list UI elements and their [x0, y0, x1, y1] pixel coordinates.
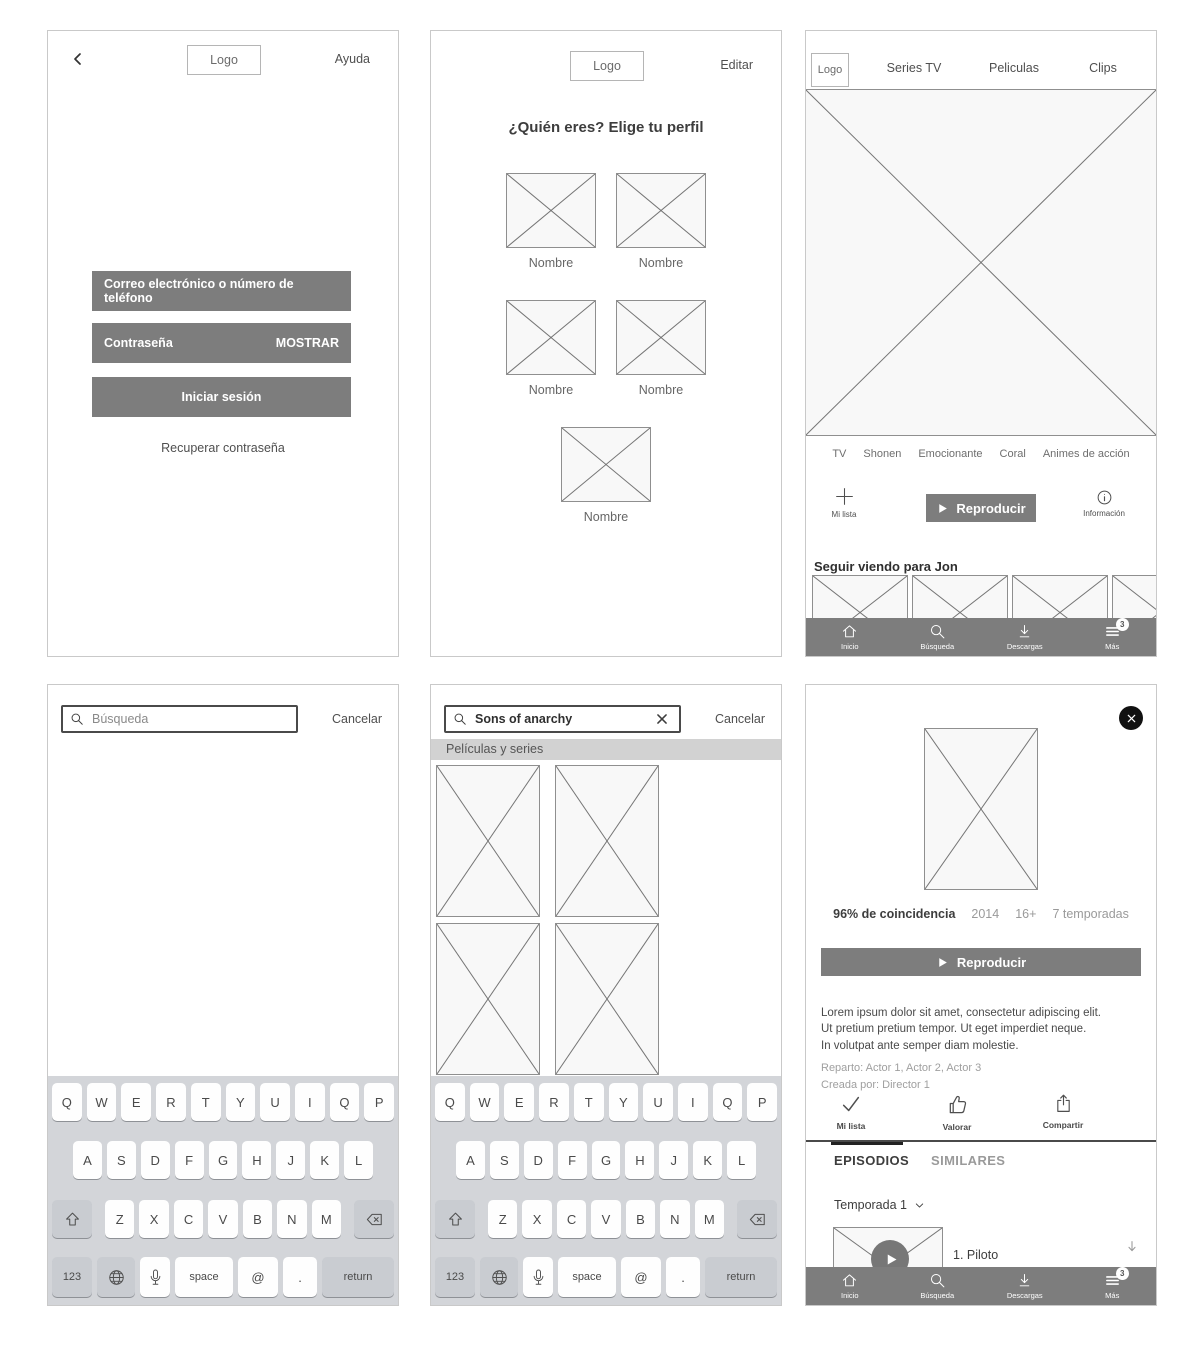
key-letter[interactable]: W [470, 1083, 500, 1121]
play-icon [936, 502, 949, 515]
profile-name: Nombre [583, 510, 629, 524]
keyboard-row-1 [435, 1083, 777, 1121]
key-letter[interactable]: J [276, 1141, 305, 1179]
shift-key[interactable] [52, 1200, 92, 1238]
genre-tag: Emocionante [918, 448, 983, 460]
info-label: Información [1083, 509, 1125, 518]
password-field[interactable] [92, 323, 351, 363]
profile-select-panel [430, 30, 782, 657]
profile-name: Nombre [638, 383, 684, 397]
key-letter[interactable]: N [660, 1200, 689, 1238]
play-button[interactable] [926, 494, 1036, 522]
cancel-button[interactable]: Cancelar [331, 712, 382, 726]
back-chevron-icon[interactable] [70, 51, 86, 67]
search-result-thumbnail[interactable] [436, 923, 540, 1075]
release-year: 2014 [971, 907, 1000, 921]
detail-actions-row [816, 1093, 1098, 1132]
nav-label: Más [1105, 642, 1120, 651]
key-letter[interactable]: A [73, 1141, 102, 1179]
close-icon [1126, 713, 1137, 724]
nav-label: Descargas [1006, 642, 1043, 651]
search-empty-panel [47, 684, 399, 1306]
genre-tag: TV [832, 448, 847, 460]
thumbs-up-icon [946, 1093, 969, 1116]
title-description [821, 1005, 1148, 1054]
profile-avatar-placeholder [561, 427, 651, 502]
genre-tag-row [806, 448, 1156, 460]
search-input[interactable] [444, 705, 681, 733]
keyboard [48, 1076, 398, 1305]
key-letter[interactable]: F [558, 1141, 587, 1179]
profile-avatar-placeholder [616, 300, 706, 375]
key-letter[interactable]: D [524, 1141, 553, 1179]
keyboard-row-4 [52, 1257, 394, 1297]
key-letter[interactable]: D [141, 1141, 170, 1179]
numbers-key[interactable]: 123 [52, 1257, 92, 1297]
nav-item-descargas[interactable] [981, 618, 1069, 656]
keyboard-row-3 [435, 1200, 777, 1238]
logo-placeholder: Logo [187, 45, 261, 75]
key-letter[interactable]: R [539, 1083, 569, 1121]
nav-label: Inicio [840, 642, 859, 651]
info-icon [1096, 489, 1113, 506]
keyboard-row-2 [456, 1141, 756, 1179]
key-letter[interactable]: B [243, 1200, 272, 1238]
key-letter[interactable]: M [312, 1200, 341, 1238]
downloads-badge: 3 [1116, 618, 1129, 631]
profile-grid [506, 173, 706, 524]
key-letter[interactable]: Z [105, 1200, 134, 1238]
play-icon [884, 1252, 899, 1267]
my-list-label: Mi lista [831, 510, 857, 519]
key-letter[interactable]: E [121, 1083, 151, 1121]
search-icon [453, 712, 467, 726]
key-letter[interactable]: V [208, 1200, 237, 1238]
key-letter[interactable]: A [456, 1141, 485, 1179]
keyboard [431, 1076, 781, 1305]
profile-avatar-placeholder [506, 300, 596, 375]
season-selector[interactable] [834, 1198, 925, 1212]
nav-item-busqueda[interactable] [894, 618, 982, 656]
nav-item-inicio[interactable] [806, 1267, 894, 1305]
results-section-header: Películas y series [431, 739, 781, 760]
profile-card[interactable] [616, 173, 706, 270]
key-letter[interactable]: P [364, 1083, 394, 1121]
profile-card[interactable] [506, 300, 596, 397]
profile-name: Nombre [638, 256, 684, 270]
episode-title: 1. Piloto [953, 1248, 999, 1262]
search-result-thumbnail[interactable] [555, 923, 659, 1075]
keyboard-row-3-letters [488, 1200, 724, 1238]
age-rating: 16+ [1015, 907, 1037, 921]
help-link[interactable]: Ayuda [334, 52, 370, 66]
email-field[interactable] [92, 271, 351, 311]
description-line: Ut pretium pretium tempor. Ut eget imperdiet neque. [821, 1023, 1087, 1036]
globe-icon [490, 1268, 509, 1287]
my-list-action[interactable] [816, 1093, 886, 1132]
key-letter[interactable]: V [591, 1200, 620, 1238]
active-tab-indicator [831, 1142, 903, 1145]
numbers-key[interactable]: 123 [435, 1257, 475, 1297]
search-input[interactable] [61, 705, 298, 733]
key-letter[interactable]: T [191, 1083, 221, 1121]
key-letter[interactable]: Z [488, 1200, 517, 1238]
nav-item-mas[interactable] [1069, 618, 1157, 656]
password-field-label: Contraseña [104, 336, 173, 350]
key-letter[interactable]: W [87, 1083, 117, 1121]
credits-block [821, 1060, 1148, 1093]
genre-tag: Coral [999, 448, 1026, 460]
season-label: Temporada 1 [834, 1198, 907, 1212]
key-letter[interactable]: H [242, 1141, 271, 1179]
tab-clips[interactable]: Clips [1089, 61, 1117, 75]
profile-select-title: ¿Quién eres? Elige tu perfil [508, 119, 704, 136]
globe-icon [107, 1268, 126, 1287]
action-label: Mi lista [836, 1121, 866, 1131]
profile-card[interactable] [561, 427, 651, 524]
globe-key[interactable] [480, 1257, 518, 1297]
period-key[interactable]: . [283, 1257, 317, 1297]
space-key[interactable]: space [558, 1257, 616, 1297]
key-letter[interactable]: R [156, 1083, 186, 1121]
download-icon [1016, 1272, 1033, 1289]
key-letter[interactable]: K [310, 1141, 339, 1179]
keyboard-row-1 [52, 1083, 394, 1121]
keyboard-row-4 [435, 1257, 777, 1297]
title-metadata-row [806, 907, 1156, 921]
return-key[interactable]: return [322, 1257, 394, 1297]
show-password-toggle[interactable]: MOSTRAR [275, 336, 339, 350]
profile-card[interactable] [616, 300, 706, 397]
plus-icon [834, 486, 855, 507]
shift-icon [446, 1210, 465, 1229]
genre-tag: Animes de acción [1042, 448, 1130, 460]
key-letter[interactable]: U [260, 1083, 290, 1121]
key-letter[interactable]: G [209, 1141, 238, 1179]
nav-item-inicio[interactable] [806, 618, 894, 656]
key-letter[interactable]: T [574, 1083, 604, 1121]
nav-label: Más [1105, 1291, 1120, 1300]
nav-label: Descargas [1006, 1291, 1043, 1300]
bottom-nav [806, 618, 1156, 656]
mic-icon [529, 1268, 548, 1287]
cancel-button[interactable]: Cancelar [714, 712, 765, 726]
share-action[interactable] [1028, 1093, 1098, 1132]
keyboard-row-3-letters [105, 1200, 341, 1238]
description-line: In volutpat ante semper diam molestie. [821, 1039, 1019, 1052]
close-button[interactable] [1119, 706, 1143, 730]
profile-avatar-placeholder [616, 173, 706, 248]
mic-key[interactable] [140, 1257, 170, 1297]
period-key[interactable]: . [666, 1257, 700, 1297]
action-label: Compartir [1042, 1120, 1084, 1130]
chevron-down-icon [914, 1200, 925, 1211]
tab-similares[interactable]: SIMILARES [931, 1153, 1006, 1168]
shift-key[interactable] [435, 1200, 475, 1238]
info-button[interactable] [1072, 489, 1136, 518]
key-letter[interactable]: N [277, 1200, 306, 1238]
episode-download-icon[interactable] [1124, 1236, 1140, 1258]
key-letter[interactable]: S [107, 1141, 136, 1179]
at-key[interactable]: @ [621, 1257, 661, 1297]
key-letter[interactable]: F [175, 1141, 204, 1179]
home-screen-panel [805, 30, 1157, 657]
key-letter[interactable]: Q [330, 1083, 360, 1121]
tab-series-tv[interactable]: Series TV [886, 61, 942, 75]
key-letter[interactable]: C [557, 1200, 586, 1238]
key-letter[interactable]: X [522, 1200, 551, 1238]
key-letter[interactable]: Y [226, 1083, 256, 1121]
nav-item-mas[interactable] [1069, 1267, 1157, 1305]
search-icon [929, 623, 946, 640]
download-icon [1016, 623, 1033, 640]
nav-item-descargas[interactable] [981, 1267, 1069, 1305]
keyboard-row-2 [73, 1141, 373, 1179]
title-detail-panel [805, 684, 1157, 1306]
login-screen-panel [47, 30, 399, 657]
nav-label: Búsqueda [920, 1291, 955, 1300]
search-query: Sons of anarchy [475, 712, 573, 726]
nav-item-busqueda[interactable] [894, 1267, 982, 1305]
keyboard-row-3 [52, 1200, 394, 1238]
key-letter[interactable]: G [592, 1141, 621, 1179]
email-field-label: Correo electrónico o número de teléfono [104, 277, 294, 305]
key-letter[interactable]: E [504, 1083, 534, 1121]
sign-in-button[interactable] [92, 377, 351, 417]
profile-avatar-placeholder [506, 173, 596, 248]
profile-card[interactable] [506, 173, 596, 270]
action-label: Valorar [942, 1122, 972, 1132]
return-key[interactable]: return [705, 1257, 777, 1297]
key-letter[interactable]: M [695, 1200, 724, 1238]
key-letter[interactable]: P [747, 1083, 777, 1121]
downloads-badge: 3 [1116, 1267, 1129, 1280]
at-key[interactable]: @ [238, 1257, 278, 1297]
play-icon [936, 956, 949, 969]
profile-name: Nombre [528, 383, 574, 397]
tab-episodios[interactable]: EPISODIOS [834, 1153, 910, 1168]
nav-label: Inicio [840, 1291, 859, 1300]
key-letter[interactable]: Q [52, 1083, 82, 1121]
key-letter[interactable]: L [727, 1141, 756, 1179]
key-letter[interactable]: C [174, 1200, 203, 1238]
nav-label: Búsqueda [920, 642, 955, 651]
share-icon [1053, 1093, 1074, 1114]
key-letter[interactable]: Q [435, 1083, 465, 1121]
mic-key[interactable] [523, 1257, 553, 1297]
continue-watching-title: Seguir viendo para Jon [814, 559, 958, 574]
backspace-icon [748, 1210, 767, 1229]
cast-line: Reparto: Actor 1, Actor 2, Actor 3 [821, 1062, 982, 1074]
forgot-password-link[interactable]: Recuperar contraseña [161, 441, 285, 455]
key-letter[interactable]: J [659, 1141, 688, 1179]
play-label: Reproducir [956, 954, 1027, 970]
key-letter[interactable]: H [625, 1141, 654, 1179]
play-label: Reproducir [956, 500, 1026, 516]
key-letter[interactable]: Y [609, 1083, 639, 1121]
creator-line: Creada por: Director 1 [821, 1078, 930, 1091]
edit-profiles-link[interactable]: Editar [720, 58, 753, 72]
key-letter[interactable]: U [643, 1083, 673, 1121]
description-line: Lorem ipsum dolor sit amet, consectetur adipiscing elit. [821, 1007, 1101, 1019]
featured-hero-placeholder[interactable] [806, 89, 1156, 436]
key-letter[interactable]: K [693, 1141, 722, 1179]
globe-key[interactable] [97, 1257, 135, 1297]
play-button[interactable] [821, 948, 1141, 976]
profile-name: Nombre [528, 256, 574, 270]
rate-action[interactable] [922, 1093, 992, 1132]
home-icon [841, 1272, 858, 1289]
logo-placeholder: Logo [570, 51, 644, 81]
seasons-count: 7 temporadas [1052, 907, 1129, 921]
search-icon [70, 712, 84, 726]
backspace-key[interactable] [354, 1200, 394, 1238]
key-letter[interactable]: S [490, 1141, 519, 1179]
search-placeholder: Búsqueda [92, 712, 149, 726]
key-letter[interactable]: Q [713, 1083, 743, 1121]
my-list-button[interactable] [820, 486, 868, 519]
match-percentage: 96% de coincidencia [833, 907, 956, 921]
check-icon [840, 1093, 862, 1115]
shift-icon [63, 1210, 82, 1229]
key-letter[interactable]: I [678, 1083, 708, 1121]
backspace-icon [365, 1210, 384, 1229]
backspace-key[interactable] [737, 1200, 777, 1238]
clear-search-icon[interactable] [655, 712, 669, 726]
bottom-nav [806, 1267, 1156, 1305]
key-letter[interactable]: X [139, 1200, 168, 1238]
key-letter[interactable]: B [626, 1200, 655, 1238]
tab-peliculas[interactable]: Peliculas [988, 61, 1040, 75]
key-letter[interactable]: I [295, 1083, 325, 1121]
mic-icon [146, 1268, 165, 1287]
logo-placeholder: Logo [811, 53, 849, 87]
title-poster [924, 728, 1038, 890]
key-letter[interactable]: L [344, 1141, 373, 1179]
home-icon [841, 623, 858, 640]
sign-in-label: Iniciar sesión [181, 390, 262, 404]
genre-tag: Shonen [863, 448, 902, 460]
search-result-thumbnail[interactable] [436, 765, 540, 917]
search-result-thumbnail[interactable] [555, 765, 659, 917]
search-icon [929, 1272, 946, 1289]
search-results-panel [430, 684, 782, 1306]
space-key[interactable]: space [175, 1257, 233, 1297]
